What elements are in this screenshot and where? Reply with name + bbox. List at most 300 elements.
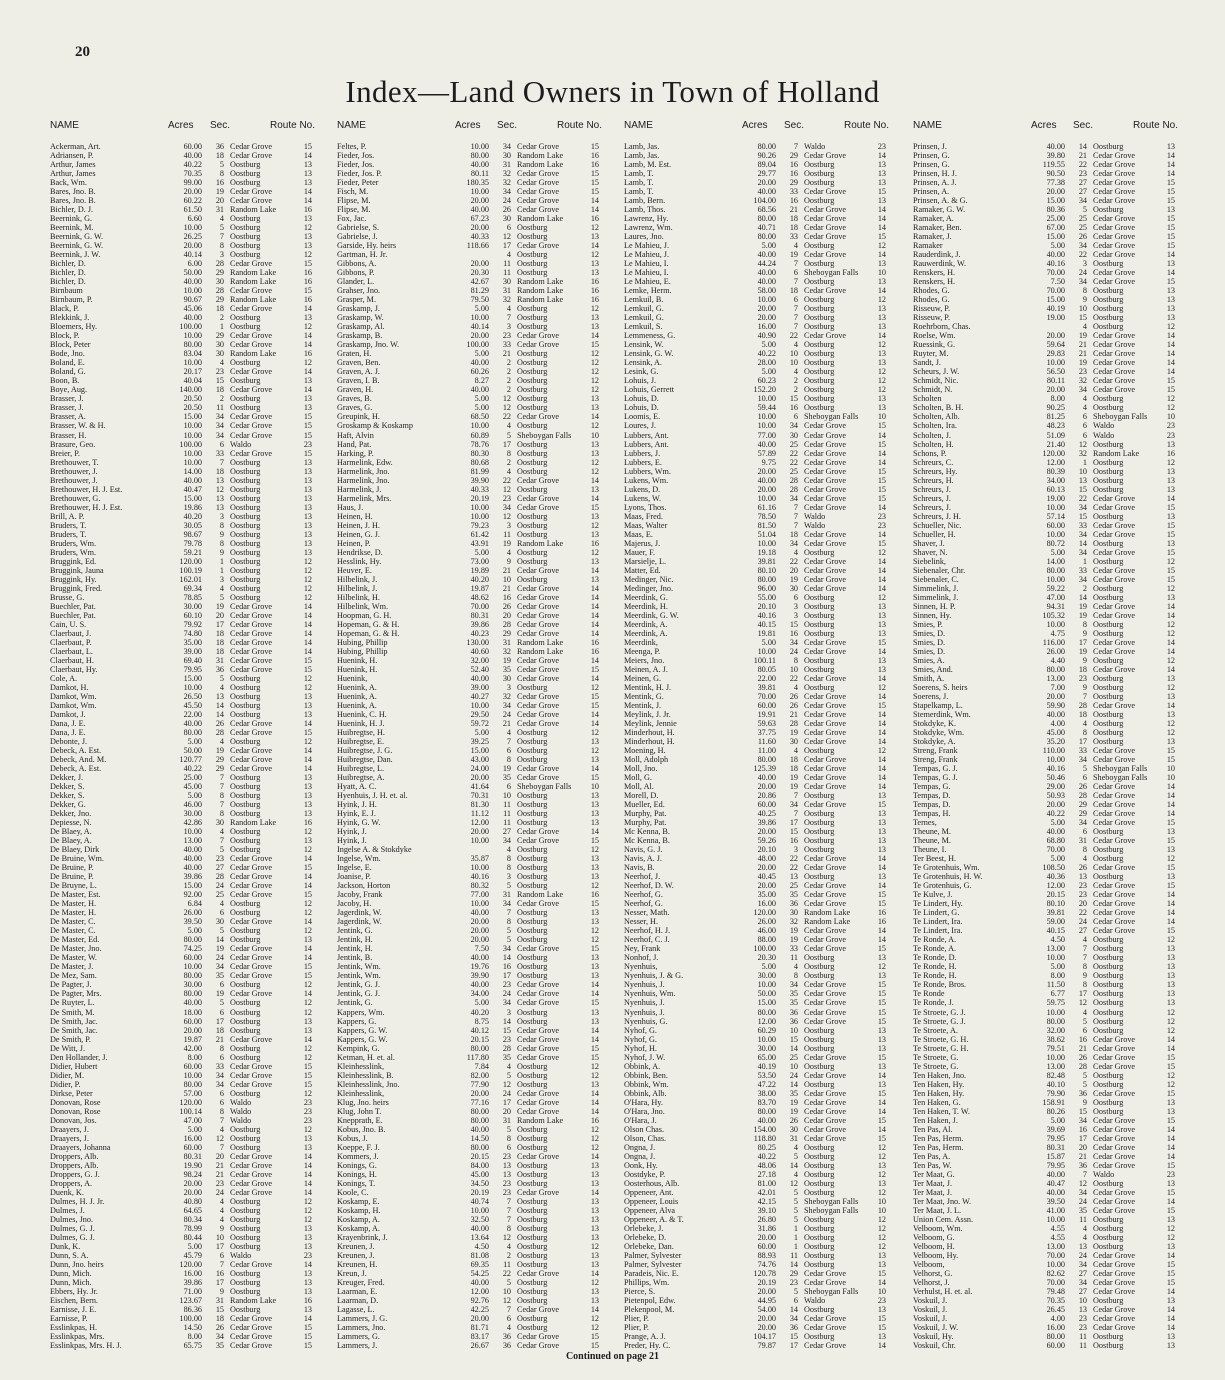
owner-row [624, 449, 892, 458]
acres-value: 40.00 [470, 908, 489, 918]
route-number: 15 [303, 1079, 312, 1089]
acres-value: 20.86 [757, 791, 776, 801]
owner-name: Nyenhuis, G. [624, 1016, 668, 1026]
route-name: Cedar Grove [1093, 1286, 1136, 1296]
section-value: 21 [1078, 340, 1087, 350]
owner-name: De Mez, Sam. [50, 971, 97, 981]
section-value: 28 [1078, 1061, 1087, 1071]
owner-name: Prinsen, G. [913, 151, 950, 161]
acres-value: 78.50 [757, 511, 776, 521]
route-name: Cedar Grove [1093, 881, 1136, 891]
owner-name: Palmer, Sylvester [624, 1259, 682, 1269]
route-name: Cedar Grove [1093, 601, 1136, 611]
route-number: 12 [303, 899, 312, 909]
owner-row [337, 376, 605, 385]
route-number: 15 [877, 187, 886, 197]
route-number: 13 [303, 700, 312, 710]
route-number: 12 [877, 241, 886, 251]
section-value: 15 [789, 1034, 798, 1044]
acres-value: 69.35 [470, 1259, 489, 1269]
acres-value: 59.90 [1046, 700, 1065, 710]
route-name: Oostburg [230, 322, 261, 332]
acres-value: 50.93 [1046, 791, 1065, 801]
route-name: Oostburg [1093, 673, 1124, 683]
owner-name: Mentink, H. J. [624, 682, 672, 692]
route-name: Oostburg [230, 178, 261, 188]
route-name: Cedar Grove [230, 1178, 273, 1188]
name-header: NAME [913, 120, 942, 131]
acres-value: 5.00 [1050, 818, 1065, 828]
route-number: 23 [303, 1097, 312, 1107]
acres-value: 78.85 [183, 592, 202, 602]
route-name: Cedar Grove [230, 412, 273, 422]
route-name: Cedar Grove [804, 935, 847, 945]
section-value: 7 [1082, 944, 1087, 954]
section-value: 10 [215, 1232, 224, 1242]
route-name: Random Lake [517, 890, 564, 900]
route-name: Cedar Grove [804, 232, 847, 242]
owner-name: Neerhof, G. [624, 899, 663, 909]
owner-row [624, 268, 892, 277]
owner-row [624, 701, 892, 710]
route-name: Oostburg [517, 466, 548, 476]
route-number: 14 [303, 340, 312, 350]
owner-name: Oppeneer, Louis [624, 1196, 679, 1206]
section-value: 19 [1078, 601, 1087, 611]
route-name: Oostburg [804, 1187, 835, 1197]
section-value: 12 [215, 1133, 224, 1143]
section-value: 26 [1078, 863, 1087, 873]
owner-row [337, 773, 605, 782]
owner-row [337, 656, 605, 665]
section-value: 34 [1078, 502, 1087, 512]
section-value: 32 [502, 295, 511, 305]
route-number: 14 [303, 610, 312, 620]
owner-name: Huenink, C. H. [337, 709, 387, 719]
owner-name: Smith, A. [913, 673, 945, 683]
route-name: Waldo [804, 1296, 826, 1305]
route-name: Oostburg [1093, 538, 1124, 548]
route-name: Cedar Grove [230, 962, 273, 972]
route-name: Cedar Grove [517, 836, 560, 846]
section-value: 35 [789, 989, 798, 999]
acres-value: 47.22 [757, 1079, 776, 1089]
owner-row [913, 376, 1181, 385]
acres-value: 4.75 [1050, 628, 1065, 638]
section-value: 9 [506, 556, 511, 566]
route-number: 13 [1166, 1296, 1175, 1305]
acres-value: 80.00 [757, 142, 776, 151]
owner-name: Simmelink, J. [913, 592, 959, 602]
owner-row [913, 665, 1181, 674]
route-name: Cedar Grove [1093, 1187, 1136, 1197]
owner-row [624, 620, 892, 629]
section-value: 21 [1078, 349, 1087, 359]
route-name: Cedar Grove [1093, 547, 1136, 557]
section-value: 11 [503, 809, 511, 819]
owner-row [913, 818, 1181, 827]
route-number: 13 [590, 1223, 599, 1233]
route-name: Oostburg [804, 1160, 835, 1170]
route-name: Cedar Grove [804, 719, 847, 728]
acres-value: 86.36 [183, 1305, 202, 1315]
acres-value: 45.00 [183, 782, 202, 792]
owner-name: Graven, I. B. [337, 376, 380, 386]
owner-name: Draayers, J. [50, 1124, 89, 1134]
route-name: Cedar Grove [517, 998, 560, 1008]
owner-row [50, 944, 318, 953]
section-value: 33 [789, 187, 798, 197]
section-value: 23 [1078, 367, 1087, 377]
route-name: Oostburg [1093, 286, 1124, 296]
owner-row [624, 935, 892, 944]
section-value: 6 [1082, 1025, 1087, 1035]
acres-value: 40.45 [757, 872, 776, 882]
owner-row [624, 1080, 892, 1089]
owner-row [913, 521, 1181, 530]
section-value: 33 [215, 1061, 224, 1071]
route-name: Oostburg [517, 908, 548, 918]
route-number: 15 [1166, 196, 1175, 206]
owner-name: Krayenbrink, J. [337, 1232, 388, 1242]
route-number: 12 [303, 1124, 312, 1134]
acres-value: 11.60 [757, 737, 776, 747]
owner-row [624, 313, 892, 322]
route-number: 13 [877, 322, 886, 332]
acres-value: 20.00 [1046, 331, 1065, 341]
owner-name: Dunn, Mich. [50, 1277, 92, 1287]
owner-name: Bares, Jno. B. [50, 196, 96, 206]
owner-row [913, 1116, 1181, 1125]
acres-value: 61.42 [470, 529, 489, 539]
section-value: 34 [502, 187, 511, 197]
route-number: 16 [590, 538, 599, 548]
route-name: Oostburg [230, 1223, 261, 1233]
route-name: Random Lake [1093, 448, 1140, 458]
acres-value: 29.50 [470, 709, 489, 719]
route-name: Cedar Grove [1093, 700, 1136, 710]
owner-name: Ten Haken, Hy. [913, 1079, 965, 1089]
owner-row [50, 1035, 318, 1044]
owner-row [50, 602, 318, 611]
route-name: Oostburg [804, 872, 835, 882]
section-value: 7 [793, 791, 798, 801]
owner-name: Bode, Jno. [50, 349, 85, 359]
route-number: 14 [303, 746, 312, 756]
route-name: Random Lake [230, 295, 277, 305]
acres-value: 80.32 [470, 881, 489, 891]
route-number: 14 [590, 610, 599, 620]
route-name: Cedar Grove [804, 205, 847, 215]
owner-name: Meerdink, H. [624, 601, 668, 611]
route-name: Oostburg [1093, 394, 1124, 404]
section-value: 16 [789, 160, 798, 170]
owner-row [50, 881, 318, 890]
owner-name: Boland, E. [50, 358, 85, 368]
owner-name: Debeck, A. Est. [50, 764, 102, 774]
route-name: Oostburg [804, 1142, 835, 1152]
route-name: Oostburg [804, 818, 835, 828]
owner-name: Meenga, P. [624, 646, 661, 656]
owner-row [50, 1098, 318, 1107]
owner-row [624, 295, 892, 304]
owner-name: Heinen, H. [337, 511, 373, 521]
route-name: Oostburg [1093, 962, 1124, 972]
owner-row [913, 962, 1181, 971]
acres-value: 22.00 [183, 709, 202, 719]
route-number: 14 [303, 196, 312, 206]
section-value: 10 [789, 1025, 798, 1035]
acres-value: 80.36 [1046, 205, 1065, 215]
route-name: Cedar Grove [804, 502, 847, 512]
route-number: 12 [877, 295, 886, 305]
route-name: Oostburg [517, 1070, 548, 1080]
route-name: Oostburg [804, 394, 835, 404]
owner-row [50, 1278, 318, 1287]
owner-name: Koskamp, A. [337, 1223, 380, 1233]
route-name: Oostburg [230, 574, 261, 584]
owner-name: Claerbaut, Hy. [50, 664, 98, 674]
owner-name: Graskamp, W. [337, 313, 384, 323]
acres-value: 20.00 [470, 1088, 489, 1098]
owner-name: Dulmes, G. J. [50, 1223, 95, 1233]
owner-name: Harmelink, J. [337, 484, 382, 494]
route-name: Cedar Grove [1093, 223, 1136, 233]
section-value: 35 [789, 998, 798, 1008]
route-name: Cedar Grove [517, 340, 560, 350]
acres-value: 40.00 [183, 863, 202, 873]
owner-name: Te Ronde, Bros. [913, 980, 967, 990]
owner-name: Risseuw, P. [913, 304, 951, 314]
owner-row [50, 169, 318, 178]
route-name: Oostburg [517, 394, 548, 404]
route-name: Oostburg [517, 935, 548, 945]
route-number: 13 [590, 800, 599, 810]
route-name: Oostburg [1093, 845, 1124, 855]
section-value: 7 [793, 259, 798, 269]
acres-value: 79.87 [757, 1341, 776, 1351]
route-number: 13 [1166, 691, 1175, 701]
route-number: 15 [303, 971, 312, 981]
acres-value: 15.87 [1046, 1151, 1065, 1161]
owner-row [337, 1305, 605, 1314]
route-name: Cedar Grove [230, 331, 273, 341]
route-number: 13 [1166, 466, 1175, 476]
section-value: 12 [502, 394, 511, 404]
section-value: 30 [789, 583, 798, 593]
section-value: 5 [506, 1124, 511, 1134]
route-name: Oostburg [517, 223, 548, 233]
owner-row [50, 1089, 318, 1098]
route-number: 13 [303, 782, 312, 792]
route-number: 13 [590, 1007, 599, 1017]
route-number: 12 [590, 358, 599, 368]
section-value: 15 [1078, 484, 1087, 494]
acres-value: 13.00 [183, 836, 202, 846]
owner-name: Lagasse, L. [337, 1305, 375, 1315]
route-name: Cedar Grove [804, 484, 847, 494]
owner-row [913, 1161, 1181, 1170]
owner-name: Dulmes, G. J. [50, 1232, 95, 1242]
section-value: 5 [219, 223, 224, 233]
section-value: 21 [502, 583, 511, 593]
route-name: Cedar Grove [1093, 331, 1136, 341]
route-number: 14 [590, 980, 599, 990]
owner-name: Dana, J. E. [50, 728, 86, 738]
owner-name: Ketman, H. et. al. [337, 1052, 395, 1062]
acres-value: 10.00 [757, 412, 776, 422]
section-value: 18 [215, 466, 224, 476]
section-value: 7 [219, 1142, 224, 1152]
route-name: Cedar Grove [517, 187, 560, 197]
owner-row [337, 1170, 605, 1179]
route-number: 15 [590, 169, 599, 179]
route-number: 15 [303, 728, 312, 738]
owner-name: Scholten, Ira. [913, 421, 957, 431]
acres-value: 37.75 [757, 728, 776, 738]
owner-row [337, 1314, 605, 1323]
route-number: 14 [877, 691, 886, 701]
section-value: 3 [219, 511, 224, 521]
owner-name: Droppers, Alb. [50, 1160, 99, 1170]
section-value: 31 [1078, 836, 1087, 846]
owner-name: Lensink, G. W. [624, 349, 674, 359]
route-number: 12 [303, 322, 312, 332]
owner-name: Huenink, H. J. [337, 719, 385, 728]
route-number: 13 [303, 1305, 312, 1315]
acres-value: 39.81 [757, 556, 776, 566]
route-name: Cedar Grove [230, 385, 273, 395]
route-number: 12 [590, 1070, 599, 1080]
route-number: 12 [590, 250, 599, 260]
owner-name: Brethouwer, J. [50, 466, 98, 476]
section-value: 14 [789, 1259, 798, 1269]
section-value: 28 [215, 259, 224, 269]
route-number: 13 [590, 908, 599, 918]
section-value: 6 [1082, 421, 1087, 431]
route-name: Oostburg [230, 691, 261, 701]
owner-name: Hyink, J. H. [337, 800, 377, 810]
route-name: Cedar Grove [804, 1341, 847, 1351]
owner-name: Esslinkpas, Mrs. H. J. [50, 1341, 122, 1351]
route-number: 13 [590, 484, 599, 494]
route-number: 13 [1166, 484, 1175, 494]
owner-row [50, 620, 318, 629]
section-value: 29 [1078, 809, 1087, 819]
route-number: 15 [1166, 547, 1175, 557]
section-value: 4 [793, 1169, 798, 1179]
section-value: 8 [506, 755, 511, 765]
section-value: 18 [215, 1314, 224, 1324]
owner-name: Scholten, J. [913, 430, 951, 440]
route-name: Sheboygan Falls [804, 1205, 859, 1215]
route-number: 14 [590, 583, 599, 593]
owner-row [624, 926, 892, 935]
owner-row [624, 791, 892, 800]
route-number: 13 [877, 1332, 886, 1342]
acres-value: 60.00 [183, 1061, 202, 1071]
section-value: 24 [215, 953, 224, 963]
route-number: 12 [1166, 1223, 1175, 1233]
route-number: 14 [1166, 331, 1175, 341]
owner-name: Kreunen, H. [337, 1259, 378, 1269]
acres-value: 20.00 [470, 926, 489, 936]
owner-row [337, 440, 605, 449]
route-number: 13 [877, 1259, 886, 1269]
acres-header: Acres [455, 120, 481, 131]
route-number: 12 [877, 340, 886, 350]
owner-row [50, 818, 318, 827]
owner-row [624, 602, 892, 611]
owner-row [337, 584, 605, 593]
owner-name: Sinnen, Hy. [913, 610, 952, 620]
acres-value: 15.00 [183, 493, 202, 503]
route-number: 12 [1166, 619, 1175, 629]
acres-value: 7.50 [474, 944, 489, 954]
route-name: Oostburg [230, 529, 261, 539]
owner-name: Lemke, Herm. [624, 286, 672, 296]
route-name: Oostburg [804, 277, 835, 287]
section-value: 11 [503, 268, 511, 278]
owner-name: Huenink, A. [337, 682, 377, 692]
owner-row [337, 467, 605, 476]
route-name: Cedar Grove [230, 755, 273, 765]
owner-name: Brethouwer, J. [50, 475, 98, 485]
owner-name: Huenink, A. [337, 700, 377, 710]
owner-row [624, 223, 892, 232]
route-name: Oostburg [1093, 998, 1124, 1008]
section-value: 8 [219, 538, 224, 548]
route-name: Cedar Grove [1093, 1061, 1136, 1071]
route-name: Cedar Grove [1093, 809, 1136, 819]
owner-name: Smies, D. [913, 637, 946, 647]
owner-name: Lensink, A. [624, 358, 662, 368]
section-value: 17 [502, 241, 511, 251]
route-number: 16 [590, 646, 599, 656]
route-number: 13 [590, 511, 599, 521]
owner-row [50, 349, 318, 358]
owner-name: Huenink, A. [337, 691, 377, 701]
route-name: Oostburg [517, 232, 548, 242]
owner-name: Laures, Jno. [624, 232, 664, 242]
acres-value: 92.76 [470, 1296, 489, 1305]
owner-row [624, 1125, 892, 1134]
owner-row [337, 358, 605, 367]
section-value: 34 [1078, 1277, 1087, 1287]
acres-value: 84.00 [470, 1160, 489, 1170]
acres-value: 59.72 [470, 719, 489, 728]
section-value: 34 [1078, 277, 1087, 287]
route-name: Oostburg [1093, 944, 1124, 954]
section-value: 4 [219, 827, 224, 837]
acres-value: 80.00 [1046, 1332, 1065, 1342]
route-name: Cedar Grove [517, 331, 560, 341]
section-value: 34 [502, 142, 511, 151]
owner-row [337, 683, 605, 692]
section-value: 22 [1078, 493, 1087, 503]
acres-value: 20.50 [183, 394, 202, 404]
route-number: 12 [877, 962, 886, 972]
route-name: Cedar Grove [804, 1052, 847, 1062]
route-name: Oostburg [517, 313, 548, 323]
route-name: Cedar Grove [230, 944, 273, 954]
section-value: 7 [219, 457, 224, 467]
route-number: 14 [303, 1160, 312, 1170]
route-name: Cedar Grove [230, 881, 273, 891]
section-value: 21 [215, 1034, 224, 1044]
owner-name: Nyenhuis, J. [624, 980, 665, 990]
route-number: 13 [303, 1025, 312, 1035]
